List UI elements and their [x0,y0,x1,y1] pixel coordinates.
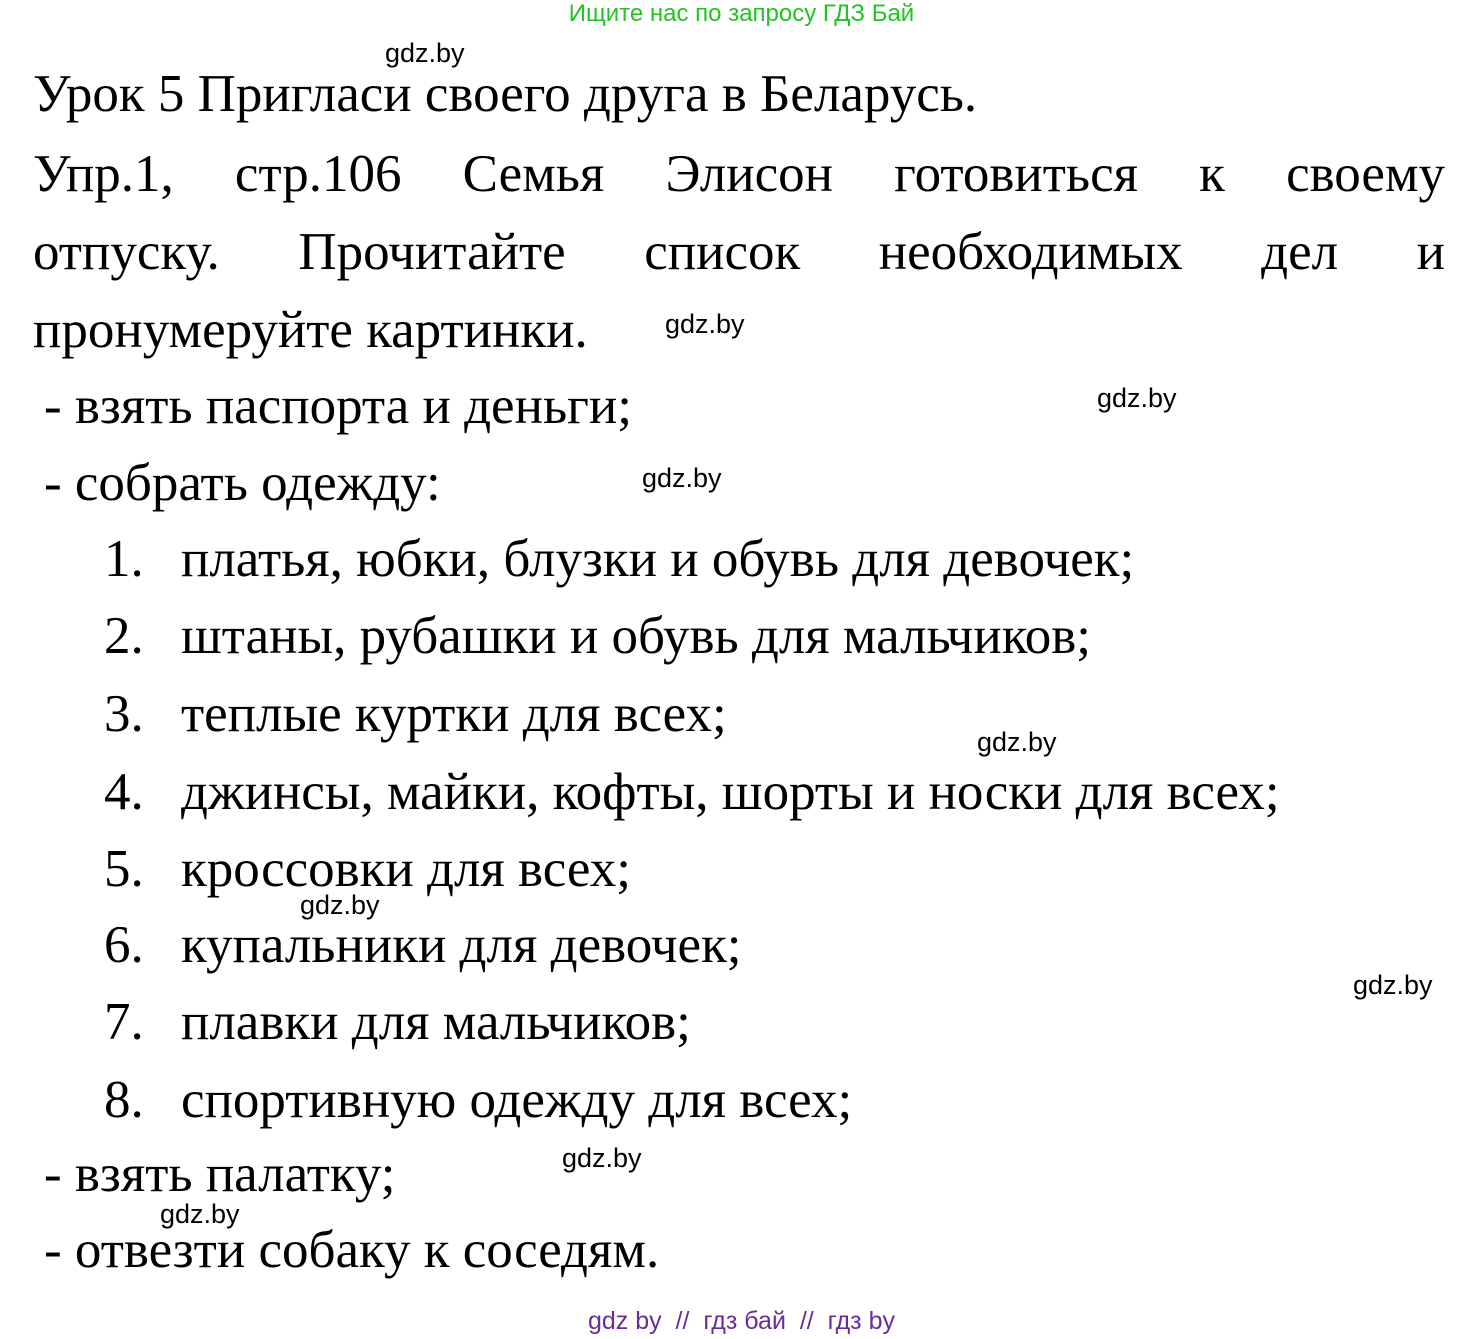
task-item: - взять паспорта и деньги; [44,377,632,435]
list-item-number: 7. [104,993,144,1051]
watermark: gdz.by [1353,970,1433,1000]
top-banner[interactable]: Ищите нас по запросу ГДЗ Бай [568,0,915,27]
task-item: - взять палатку; [44,1145,396,1203]
list-item-number: 4. [104,763,144,821]
task-item: - отвезти собаку к соседям. [44,1221,660,1279]
list-item: купальники для девочек; [181,916,742,974]
watermark: gdz.by [1097,383,1177,413]
task-item: - собрать одежду: [44,454,441,512]
list-item-number: 2. [104,607,144,665]
watermark: gdz.by [160,1199,240,1229]
list-item-number: 8. [104,1071,144,1129]
list-item: штаны, рубашки и обувь для мальчиков; [181,607,1092,665]
list-item: спортивную одежду для всех; [181,1071,853,1129]
list-item-number: 3. [104,685,144,743]
list-item-number: 1. [104,530,144,588]
list-item: теплые куртки для всех; [181,685,727,743]
watermark: gdz.by [642,463,722,493]
watermark: gdz.by [977,727,1057,757]
exercise-line: Упр.1, стр.106 Семья Элисон готовиться к своему [33,145,1445,203]
list-item-number: 6. [104,916,144,974]
list-item: джинсы, майки, кофты, шорты и носки для всех; [181,763,1280,821]
list-item: кроссовки для всех; [181,840,631,898]
watermark: gdz.by [562,1143,642,1173]
footer-links[interactable]: gdz by // гдз бай // гдз by [587,1307,895,1335]
list-item: плавки для мальчиков; [181,993,691,1051]
list-item-number: 5. [104,840,144,898]
list-item: платья, юбки, блузки и обувь для девочек; [181,530,1135,588]
page-title: Урок 5 Пригласи своего друга в Беларусь. [33,65,978,123]
watermark: gdz.by [300,890,380,920]
exercise-line: пронумеруйте картинки. [33,301,588,359]
watermark: gdz.by [385,38,465,68]
watermark: gdz.by [665,309,745,339]
exercise-line: отпуску. Прочитайте список необходимых дел и [33,223,1445,281]
